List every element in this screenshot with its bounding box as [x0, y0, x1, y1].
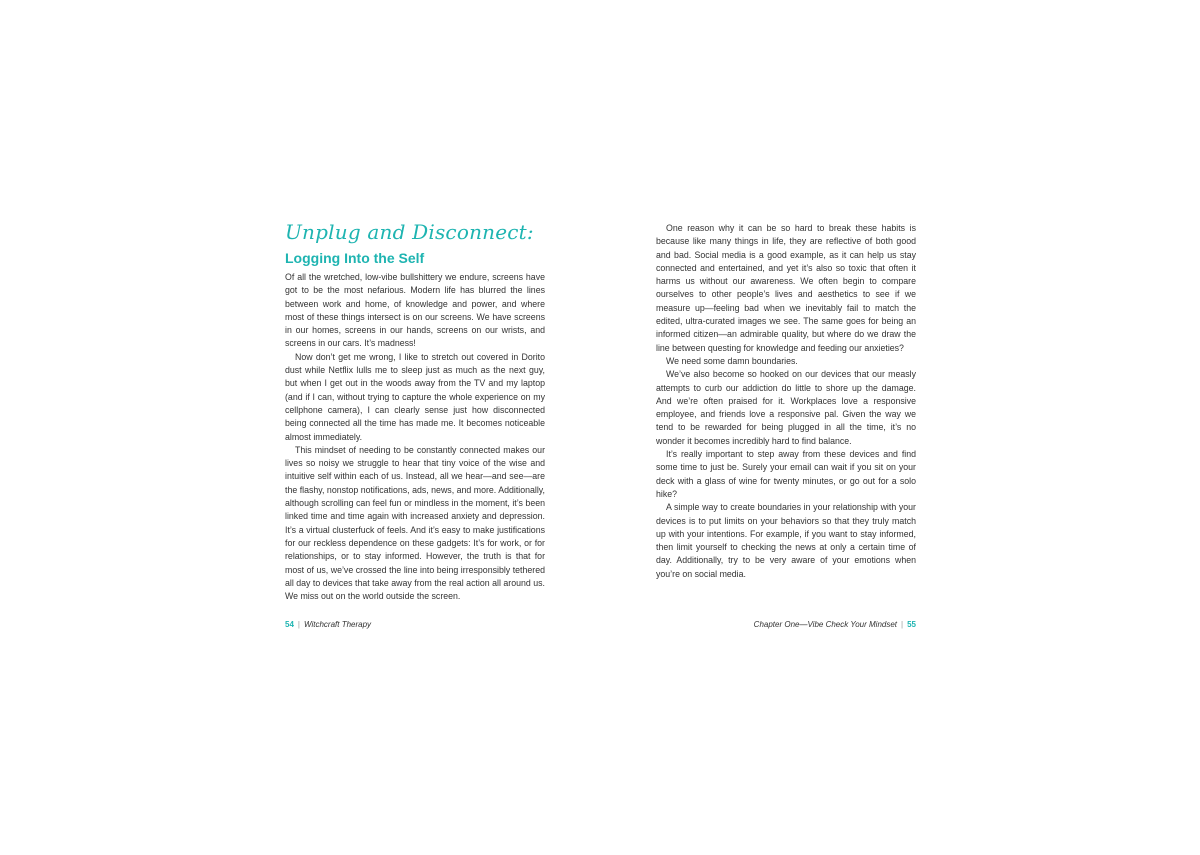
right-footer — [754, 620, 916, 629]
page-number: 54 — [285, 620, 294, 629]
footer-separator: | — [901, 620, 904, 629]
section-script-title: Unplug and Disconnect: — [285, 220, 534, 244]
left-footer — [285, 620, 371, 629]
chapter-title: Chapter One—Vibe Check Your Mindset — [753, 620, 898, 629]
paragraph: Of all the wretched, low-vibe bullshittery we endure, screens have got to be the most nefarious. Modern life has blurred the lines between work and home, of knowledge and power, and where most of these things intersect is on our screens. We have screens in our homes, screens in our hands, screens on our wrists, and screens in our cars. It’s madness! — [285, 272, 545, 349]
book-title: Witchcraft Therapy — [303, 620, 372, 629]
paragraph: We need some damn boundaries. — [666, 355, 798, 366]
paragraph: This mindset of needing to be constantly connected makes our lives so noisy we struggle to hear that tiny voice of the wise and intuitive self within each of us. Instead, all we hear—and see—are the flashy, nonstop notifications, ads, news, and more. Additionally, although scrolling can feel fun or mindless in the moment, it’s been linked time and time again with increased anxiety and depression. It’s a virtual clusterfuck of feels. And it’s easy to make justifications for our reckless dependence on these gadgets: It’s for work, or for relationships, or to stay informed. However, the truth is that for most of us, we’ve crossed the line into being irresponsibly tethered all day to devices that take away from the real action all around us. We miss out on the world outside the screen. — [285, 444, 545, 602]
paragraph: Now don’t get me wrong, I like to stretch out covered in Dorito dust while Netflix lulls me to sleep just as much as the next guy, but when I get out in the woods away from the TV and my laptop (and if I can, without trying to capture the whole experience on my cellphone camera), I can clearly sense just how disconnected being connected all the time has made me. It becomes noticeable almost immediately. — [285, 351, 545, 442]
paragraph: We’ve also become so hooked on our devices that our measly attempts to curb our addiction do little to shore up the damage. And we’re often praised for it. Workplaces love a responsive employee, and friends love a responsive pal. Given the way we tend to be rewarded for being plugged in all the time, it’s no wonder it becomes incredibly hard to find balance. — [656, 369, 916, 446]
right-body-text — [656, 222, 916, 581]
paragraph: It’s really important to step away from these devices and find some time to just be. Surely your email can wait if you sit on your deck with a glass of wine for twenty minutes, or go out for a solo hike? — [656, 449, 916, 499]
section-subtitle: Logging Into the Self — [285, 250, 425, 266]
paragraph: One reason why it can be so hard to break these habits is because like many things in life, they are reflective of both good and bad. Social media is a good example, as it can help us stay connected and entertained, and yet it’s also so toxic that often it harms us without our awareness. We often begin to compare ourselves to other people’s lives and aesthetics to see if we measure up—feeling bad when we inevitably fail to match the edited, ultra-curated images we see. The same goes for being an informed citizen—an admirable quality, but where do we draw the line between questing for knowledge and feeding our anxieties? — [656, 223, 916, 353]
left-body-text — [285, 271, 545, 603]
page-number: 55 — [907, 620, 916, 629]
paragraph: A simple way to create boundaries in your relationship with your devices is to put limits on your behaviors so that they truly match up with your intentions. For example, if you want to stay informed, then limit yourself to checking the news at only a certain time of day. Additionally, try to be very aware of your emotions when you’re on social media. — [656, 502, 916, 579]
footer-separator: | — [297, 620, 300, 629]
